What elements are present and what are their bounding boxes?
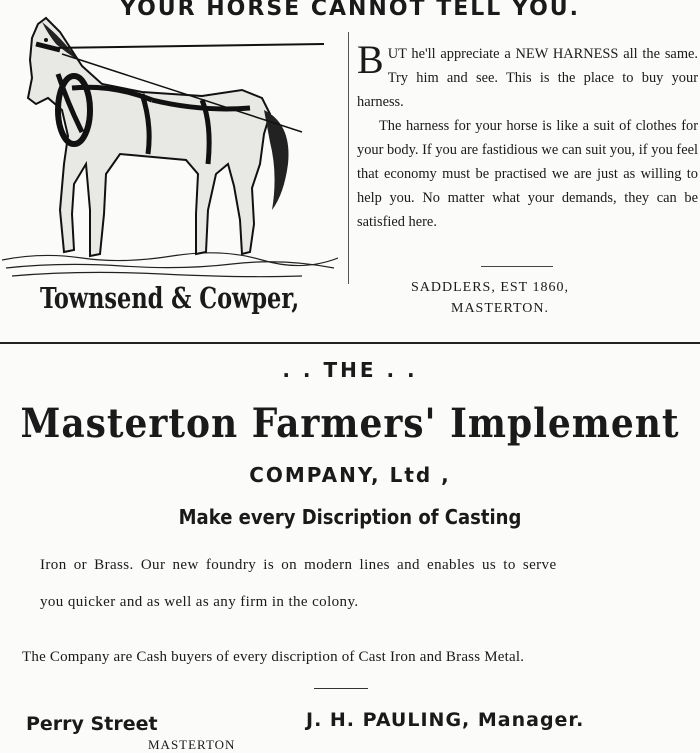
short-rule-2 xyxy=(314,688,368,689)
column-divider xyxy=(348,32,349,284)
short-rule xyxy=(481,266,553,267)
manager-name: J. H. PAULING, Manager. xyxy=(306,709,585,731)
harness-headline: YOUR HORSE CANNOT TELL YOU. xyxy=(119,0,581,21)
horse-illustration xyxy=(2,14,338,282)
street-town: MASTERTON xyxy=(148,737,236,752)
firm-name: Townsend & Cowper, xyxy=(40,281,300,315)
street-address: Perry Street xyxy=(26,713,158,735)
harness-body xyxy=(357,37,698,234)
harness-paragraph-2: The harness for your horse is like a suit of clothes for your body. If you are fastidious we can suit you, if you feel that economy must be practised we are just as willing to help you. No matter what your demands, they can be satisfied here. xyxy=(357,118,698,230)
the-heading: . . THE . . xyxy=(282,358,418,382)
casting-tagline: Make every Discription of Casting xyxy=(178,505,522,529)
ad-separator xyxy=(0,342,700,344)
trade-town: MASTERTON. xyxy=(451,301,549,316)
body-line-2: you quicker and as well as any firm in the colony. xyxy=(40,594,359,610)
drop-cap: B xyxy=(357,37,384,82)
body-line-1: Iron or Brass. Our new foundry is on modern lines and enables us to serve xyxy=(40,557,557,573)
body-line-3: The Company are Cash buyers of every discription of Cast Iron and Brass Metal. xyxy=(22,649,525,665)
company-title: Masterton Farmers' Implement xyxy=(20,400,680,447)
harness-paragraph-1: UT he'll appreciate a NEW HARNESS all the same. Try him and see. This is the place to buy your harness. xyxy=(357,46,698,110)
company-subtitle: COMPANY, Ltd , xyxy=(249,463,451,487)
trade-line: SADDLERS, EST 1860, xyxy=(411,280,569,295)
